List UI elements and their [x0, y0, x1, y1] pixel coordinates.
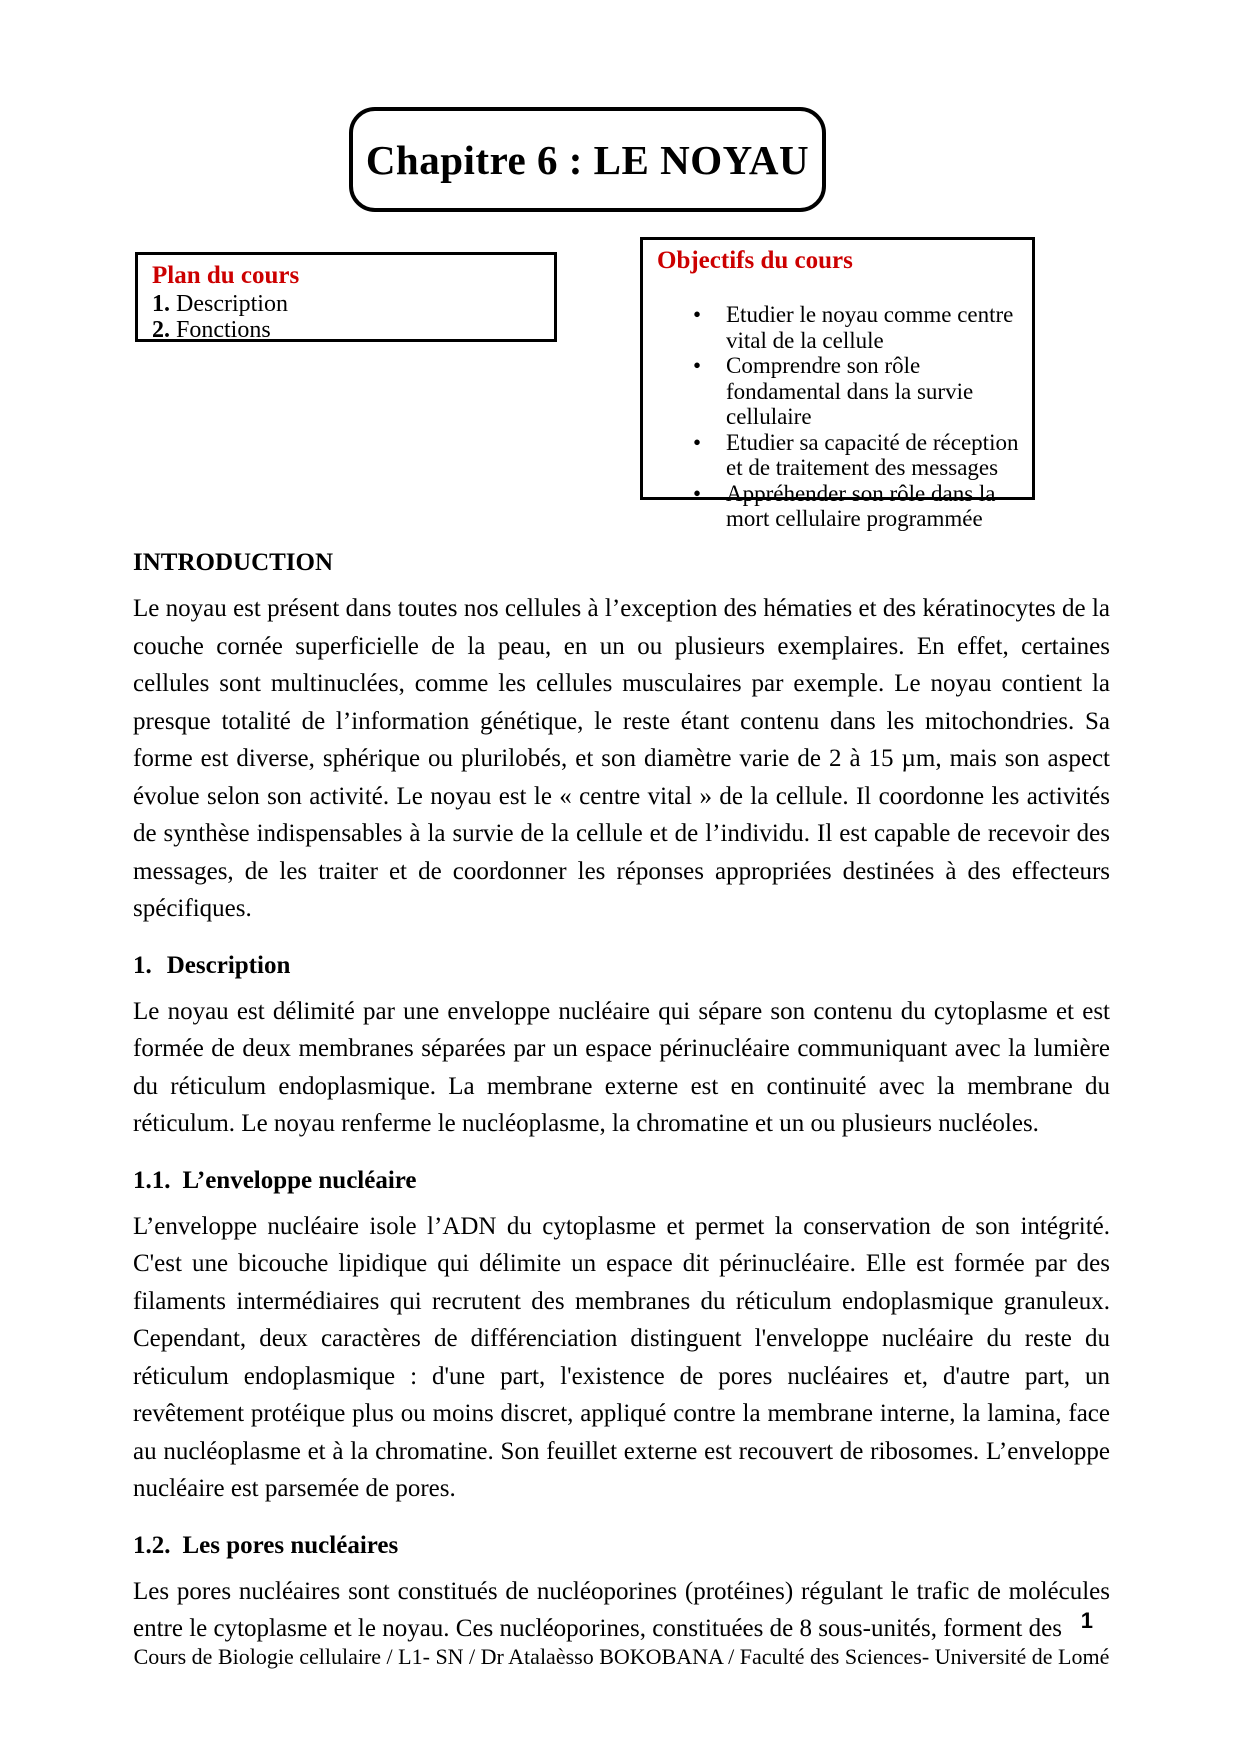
section-number: 1.	[133, 951, 152, 979]
section-heading-text: L’enveloppe nucléaire	[182, 1166, 417, 1194]
chapter-title: Chapitre 6 : LE NOYAU	[365, 136, 810, 183]
enveloppe-nucleaire-paragraph: L’enveloppe nucléaire isole l’ADN du cytoplasme et permet la conservation de son intégrité. C'est une bicouche lipidique qui délimite un espace dit périnucléaire. Elle est formée par des filaments intermédiaires qui recrutent des membranes du réticulum endoplasmique granuleux. Cependant, deux caractères de différenciation distinguent l'enveloppe nucléaire du reste du réticulum endoplasmique : d'une part, l'existence de pores nucléaires et, d'autre part, un revêtement protéique plus ou moins discret, appliqué contre la membrane interne, la lamina, face au nucléoplasme et à la chromatine. Son feuillet externe est recouvert de ribosomes. L’enveloppe nucléaire est parsemée de pores.	[133, 1212, 1110, 1502]
section-heading-pores-nucleaires	[133, 1532, 1110, 1560]
chapter-title-box	[349, 107, 826, 212]
bullet-icon: •	[693, 429, 702, 455]
section-number: 1.2.	[133, 1531, 171, 1559]
plan-item	[152, 291, 544, 317]
plan-item-number: 1.	[152, 291, 170, 317]
introduction-paragraph: Le noyau est présent dans toutes nos cellules à l’exception des hématies et des kératinocytes de la couche cornée superficielle de la peau, en un ou plusieurs exemplaires. En effet, certaines cellules sont multinuclées, comme les cellules musculaires par exemple. Le noyau contient la presque totalité de l’information génétique, le reste étant contenu dans les mitochondries. Sa forme est diverse, sphérique ou plurilobés, et son diamètre varie de 2 à 15 µm, mais son aspect évolue selon son activité. Le noyau est le « centre vital » de la cellule. Il coordonne les activités de synthèse indispensables à la survie de la cellule et de l’individu. Il est capable de recevoir des messages, de les traiter et de coordonner les réponses appropriées destinées à des effecteurs spécifiques.	[133, 595, 1110, 922]
plan-du-cours-box	[135, 252, 557, 342]
section-number: 1.1.	[133, 1166, 171, 1194]
objectif-text: Appréhender son rôle dans la mort cellulaire programmée	[726, 480, 996, 531]
section-heading-description	[133, 952, 1110, 980]
bullet-icon: •	[693, 302, 702, 327]
section-heading-text: Description	[166, 951, 291, 979]
section-heading-text: Les pores nucléaires	[182, 1531, 399, 1559]
info-boxes-row	[133, 237, 1110, 531]
page-number: 1	[1080, 1608, 1093, 1633]
section-heading-introduction: INTRODUCTION	[133, 549, 334, 576]
objectif-item	[657, 430, 1020, 481]
plan-item-label: Fonctions	[176, 317, 271, 343]
objectifs-list	[657, 302, 1020, 532]
plan-item-label: Description	[176, 291, 288, 317]
bullet-icon: •	[693, 480, 702, 506]
objectif-text: Comprendre son rôle fondamental dans la survie cellulaire	[726, 353, 974, 429]
objectif-text: Etudier le noyau comme centre vital de la cellule	[726, 302, 1014, 353]
footer-text: Cours de Biologie cellulaire / L1- SN / Dr Atalaèsso BOKOBANA / Faculté des Sciences- Université de Lomé	[133, 1644, 1110, 1669]
plan-item-number: 2.	[152, 317, 170, 343]
objectif-item	[657, 481, 1020, 532]
plan-item	[152, 317, 544, 343]
objectif-text: Etudier sa capacité de réception et de traitement des messages	[726, 429, 1019, 480]
pores-nucleaires-paragraph: Les pores nucléaires sont constitués de nucléoporines (protéines) régulant le trafic de molécules entre le cytoplasme et le noyau. Ces nucléoporines, constituées de 8 sous-unités, forment des	[133, 1577, 1110, 1642]
objectifs-box-title: Objectifs du cours	[657, 247, 853, 274]
objectifs-du-cours-box	[640, 237, 1035, 531]
description-paragraph: Le noyau est délimité par une enveloppe nucléaire qui sépare son contenu du cytoplasme et est formée de deux membranes séparées par un espace périnucléaire communiquant avec la lumière du réticulum endoplasmique. La membrane externe est en continuité avec la membrane du réticulum. Le noyau renferme le nucléoplasme, la chromatine et un ou plusieurs nucléoles.	[133, 997, 1110, 1137]
plan-box-title: Plan du cours	[152, 262, 300, 289]
objectif-item	[657, 353, 1020, 430]
bullet-icon: •	[693, 353, 702, 378]
document-page	[133, 0, 1110, 1648]
objectif-item	[657, 302, 1020, 353]
section-heading-enveloppe-nucleaire	[133, 1167, 1110, 1195]
